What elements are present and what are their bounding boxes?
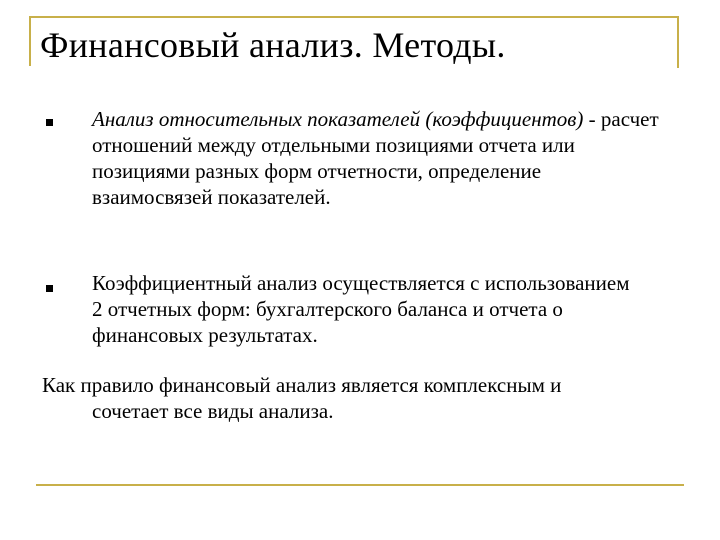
bullet-item-2-text: Коэффициентный анализ осуществляется с использованием 2 отчетных форм: бухгалтерского баланса и отчета о финансовых результатах.	[92, 271, 630, 347]
bullet-marker-2	[46, 285, 53, 292]
summary-note	[42, 372, 672, 424]
bullet-item-2	[92, 270, 632, 348]
summary-note-line-1: Как правило финансовый анализ является комплексным и	[42, 373, 562, 397]
bottom-divider	[36, 484, 684, 486]
bullet-item-1	[92, 106, 662, 210]
bullet-marker-1	[46, 119, 53, 126]
slide-title: Финансовый анализ. Методы.	[40, 25, 506, 65]
title-frame-left-edge	[29, 16, 31, 66]
bullet-item-1-text: - расчет отношений между отдельными позициями отчета или позициями разных форм отчетности, определение взаимосвязей показателей.	[92, 107, 659, 209]
bullet-item-1-emphasis: Анализ относительных показателей (коэффициентов)	[92, 107, 584, 131]
summary-note-line-2: сочетает все виды анализа.	[92, 399, 334, 423]
